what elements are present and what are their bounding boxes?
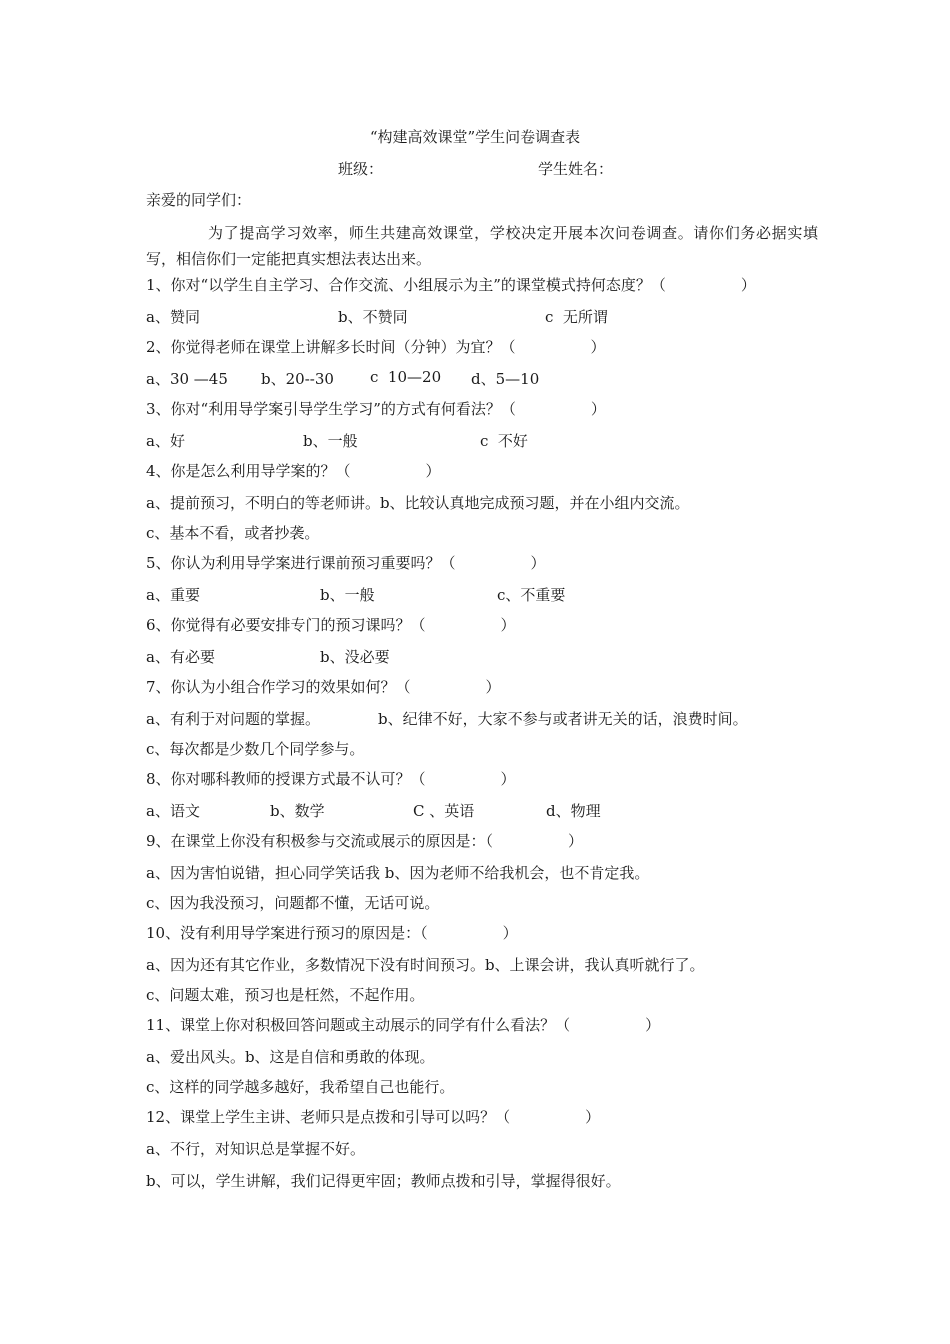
q2-option-a: a、30 —45 [146, 370, 228, 388]
question-7: 7、你认为小组合作学习的效果如何？（ ） [146, 678, 501, 696]
q6-option-a: a、有必要 [146, 648, 215, 666]
question-5: 5、你认为利用导学案进行课前预习重要吗？（ ） [146, 554, 546, 572]
student-name-label: 学生姓名： [538, 160, 614, 178]
q5-option-b: b、一般 [320, 586, 375, 604]
q10-options-ab: a、因为还有其它作业，多数情况下没有时间预习。b、上课会讲，我认真听就行了。 [146, 956, 705, 974]
q4-options-ab: a、提前预习，不明白的等老师讲。b、比较认真地完成预习题，并在小组内交流。 [146, 494, 690, 512]
question-12: 12、课堂上学生主讲、老师只是点拨和引导可以吗？（ ） [146, 1108, 601, 1126]
class-label: 班级： [338, 160, 384, 178]
question-3: 3、你对“利用导学案引导学生学习”的方式有何看法？（ ） [146, 400, 606, 418]
q3-option-b: b、一般 [303, 432, 358, 450]
q7-option-b: b、纪律不好，大家不参与或者讲无关的话，浪费时间。 [378, 710, 748, 728]
intro-paragraph: 为了提高学习效率，师生共建高效课堂，学校决定开展本次问卷调查。请你们务必据实填写，相信你们一定能把真实想法表达出来。 [146, 224, 818, 268]
q1-option-a: a、赞同 [146, 308, 200, 326]
q1-option-c: c 无所谓 [545, 308, 608, 326]
q9-option-c: c、因为我没预习，问题都不懂，无话可说。 [146, 894, 440, 912]
question-9: 9、在课堂上你没有积极参与交流或展示的原因是：（ ） [146, 832, 584, 850]
q2-option-d: d、5—10 [471, 370, 540, 388]
q7-option-a: a、有利于对问题的掌握。 [146, 710, 320, 728]
q11-options-ab: a、爱出风头。b、这是自信和勇敢的体现。 [146, 1048, 435, 1066]
question-6: 6、你觉得有必要安排专门的预习课吗？（ ） [146, 616, 516, 634]
q3-option-c: c 不好 [480, 432, 528, 450]
q11-option-c: c、这样的同学越多越好，我希望自己也能行。 [146, 1078, 455, 1096]
question-10: 10、没有利用导学案进行预习的原因是：（ ） [146, 924, 518, 942]
q2-option-b: b、20--30 [261, 370, 334, 388]
q8-option-c: C 、英语 [413, 802, 475, 820]
q12-option-b: b、可以，学生讲解，我们记得更牢固；教师点拨和引导，掌握得很好。 [146, 1172, 621, 1190]
q8-option-b: b、数学 [270, 802, 325, 820]
question-2: 2、你觉得老师在课堂上讲解多长时间（分钟）为宜？（ ） [146, 338, 606, 356]
question-11: 11、课堂上你对积极回答问题或主动展示的同学有什么看法？（ ） [146, 1016, 661, 1034]
question-8: 8、你对哪科教师的授课方式最不认可？（ ） [146, 770, 516, 788]
q2-option-c: c 10—20 [370, 368, 442, 386]
q1-option-b: b、不赞同 [338, 308, 408, 326]
q4-option-c: c、基本不看，或者抄袭。 [146, 524, 320, 542]
document-title: “构建高效课堂”学生问卷调查表 [369, 128, 581, 146]
q8-option-d: d、物理 [546, 802, 601, 820]
greeting: 亲爱的同学们： [146, 191, 252, 209]
q9-options-ab: a、因为害怕说错，担心同学笑话我 b、因为老师不给我机会，也不肯定我。 [146, 864, 650, 882]
q6-option-b: b、没必要 [320, 648, 390, 666]
q5-option-a: a、重要 [146, 586, 200, 604]
question-1: 1、你对“以学生自主学习、合作交流、小组展示为主”的课堂模式持何态度？（ ） [146, 276, 756, 294]
q10-option-c: c、问题太难，预习也是枉然，不起作用。 [146, 986, 425, 1004]
q7-option-c: c、每次都是少数几个同学参与。 [146, 740, 365, 758]
q12-option-a: a、不行，对知识总是掌握不好。 [146, 1140, 365, 1158]
question-4: 4、你是怎么利用导学案的？（ ） [146, 462, 441, 480]
q5-option-c: c、不重要 [497, 586, 566, 604]
q8-option-a: a、语文 [146, 802, 200, 820]
q3-option-a: a、好 [146, 432, 185, 450]
